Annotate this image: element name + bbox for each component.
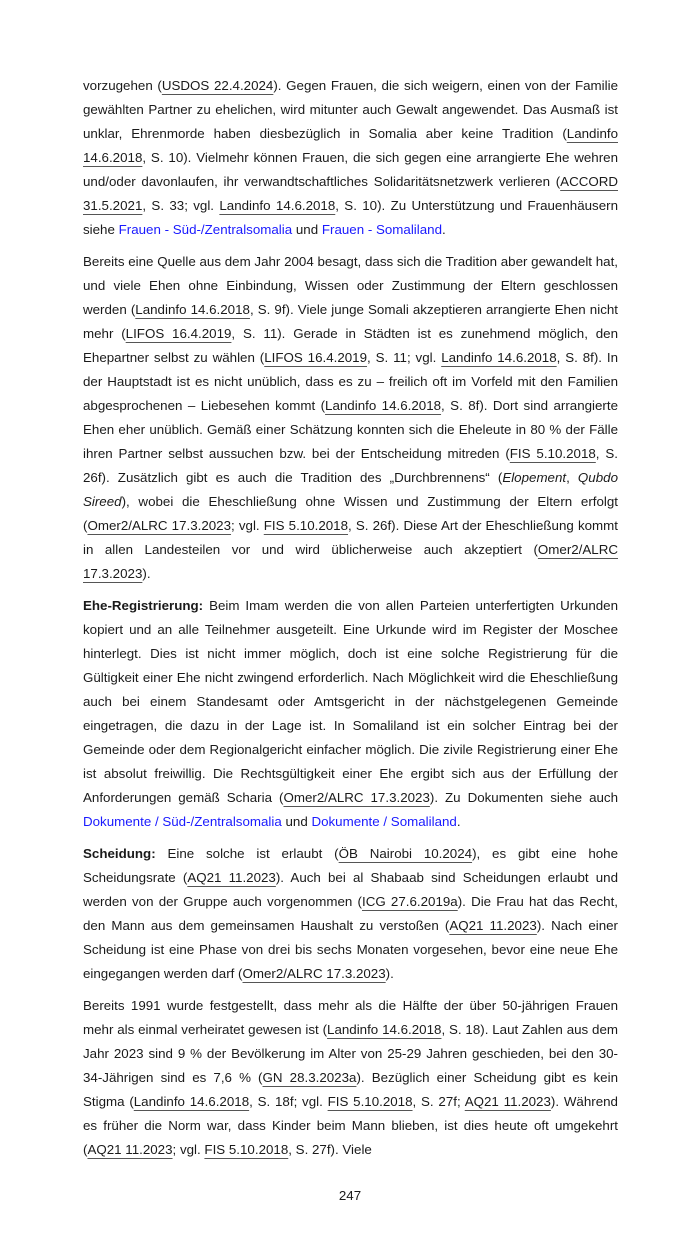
citation-link[interactable]: Landinfo 14.6.2018 (133, 1094, 250, 1109)
text-run: , S. 18f; vgl. (249, 1094, 328, 1109)
citation-link[interactable]: ICG 27.6.2019a (362, 894, 458, 909)
citation-link[interactable]: ACCORD 31.5.2021 (83, 174, 618, 213)
text-run: ). Während es früher die Norm war, dass Kinder beim Mann blieben, ist dies heute oft umgekehrt ( (83, 1094, 618, 1157)
text-run: , S. 18). Laut Zahlen aus dem Jahr 2023 sind 9 % der Bevölkerung im Alter von 25-29 Jahren geschieden, bei den 30-34-Jährigen sind es 7,6 % ( (83, 1022, 618, 1085)
citation-link[interactable]: USDOS 22.4.2024 (161, 78, 274, 93)
text-run: , S. 11; vgl. (367, 350, 442, 365)
italic-term: Qubdo Sireed (83, 470, 618, 509)
citation-link[interactable]: FIS 5.10.2018 (263, 518, 349, 533)
text-run: , S. 26f). Diese Art der Eheschließung kommt in allen Landesteilen vor und wird üblicherweise auch akzeptiert ( (83, 518, 618, 557)
citation-link[interactable]: AQ21 11.2023 (87, 1142, 173, 1157)
text-run: Beim Imam werden die von allen Parteien unterfertigten Urkunden kopiert und an alle Teilnehmer ausgeteilt. Eine Urkunde wird im Register der Moschee hinterlegt. Dies ist nicht immer möglich, doch ist eine solche Registrierung für die Gültigkeit einer Ehe nicht zwingend erforderlich. Nach Möglichkeit wird die Eheschließung auch bei einem Standesamt oder Amtsgericht in der nächstgelegenen Gemeinde eingetragen, die dazu in der Lage ist. In Somaliland ist ein solcher Eintrag bei der Gemeinde oder dem Regionalgericht einfacher möglich. Die zivile Registrierung einer Ehe ist absolut freiwillig. Die Rechtsgültigkeit einer Ehe ergibt sich aus der Erfüllung der Anforderungen gemäß Scharia ( (83, 598, 618, 805)
text-run: , S. 8f). Dort sind arrangierte Ehen eher unüblich. Gemäß einer Schätzung konnten sich die Eheleute in 80 % der Fälle ihren Partner selbst aussuchen bzw. bei der Entscheidung mitreden ( (83, 398, 618, 461)
text-run: ), es gibt eine hohe Scheidungsrate ( (83, 846, 619, 885)
text-run: , S. 10). Vielmehr können Frauen, die sich gegen eine arrangierte Ehe wehren und/oder davonlaufen, ihr verwandtschaftliches Solidaritätsnetzwerk verlieren ( (83, 150, 618, 189)
citation-link[interactable]: Landinfo 14.6.2018 (219, 198, 336, 213)
citation-link[interactable]: FIS 5.10.2018 (327, 1094, 413, 1109)
citation-link[interactable]: LIFOS 16.4.2019 (125, 326, 232, 341)
text-run: ), wobei die Eheschließung ohne Wissen und Zustimmung der Eltern erfolgt ( (83, 494, 618, 533)
citation-link[interactable]: AQ21 11.2023 (187, 870, 276, 885)
citation-link[interactable]: LIFOS 16.4.2019 (264, 350, 368, 365)
citation-link[interactable]: FIS 5.10.2018 (509, 446, 596, 461)
citation-link[interactable]: Omer2/ALRC 17.3.2023 (283, 790, 430, 805)
cross-reference-link[interactable]: Frauen - Süd-/Zentralsomalia (118, 222, 293, 237)
citation-link[interactable]: Landinfo 14.6.2018 (135, 302, 250, 317)
italic-term: Elopement (502, 470, 567, 485)
text-run: Bereits 1991 wurde festgestellt, dass mehr als die Hälfte der über 50-jährigen Frauen mehr als einmal verheiratet gewesen ist ( (83, 998, 618, 1037)
citation-link[interactable]: Landinfo 14.6.2018 (441, 350, 557, 365)
text-run: ). Die Frau hat das Recht, den Mann aus dem gemeinsamen Haushalt zu verstoßen ( (83, 894, 618, 933)
citation-link[interactable]: Omer2/ALRC 17.3.2023 (83, 542, 618, 581)
paragraph (83, 842, 618, 986)
text-run: , S. 27f; (412, 1094, 465, 1109)
cross-reference-link[interactable]: Frauen - Somaliland (321, 222, 442, 237)
document-body (83, 74, 618, 1162)
cross-reference-link[interactable]: Dokumente / Süd-/Zentralsomalia (83, 814, 282, 829)
section-label: Scheidung: (83, 846, 156, 861)
citation-link[interactable]: Landinfo 14.6.2018 (327, 1022, 442, 1037)
text-run: ). Nach einer Scheidung ist eine Phase von drei bis sechs Monaten vorgesehen, bevor eine neue Ehe eingegangen werden darf ( (83, 918, 619, 981)
text-run: Eine solche ist erlaubt ( (155, 846, 339, 861)
citation-link[interactable]: Landinfo 14.6.2018 (325, 398, 442, 413)
text-run: und (292, 222, 322, 237)
text-run: Bereits eine Quelle aus dem Jahr 2004 besagt, dass sich die Tradition aber gewandelt hat, und viele Ehen ohne Einbindung, Wissen oder Zustimmung der Eltern geschlossen werden ( (83, 254, 618, 317)
text-run: ). Zu Dokumenten siehe auch (429, 790, 619, 805)
paragraph (83, 74, 618, 242)
citation-link[interactable]: ÖB Nairobi 10.2024 (338, 846, 473, 861)
page-number: 247 (338, 1188, 362, 1203)
text-run: ). (385, 966, 394, 981)
citation-link[interactable]: Omer2/ALRC 17.3.2023 (242, 966, 386, 981)
citation-link[interactable]: Landinfo 14.6.2018 (83, 126, 618, 165)
text-run: ). Bezüglich einer Scheidung gibt es kein Stigma ( (83, 1070, 618, 1109)
paragraph (83, 250, 618, 586)
text-run: vorzugehen ( (83, 78, 162, 93)
paragraph (83, 594, 618, 834)
text-run: . (456, 814, 461, 829)
text-run: , S. 11). Gerade in Städten ist es zunehmend möglich, den Ehepartner selbst zu wählen ( (83, 326, 618, 365)
text-run: , S. 10). Zu Unterstützung und Frauenhäusern siehe (83, 198, 618, 237)
text-run: , S. 26f). Zusätzlich gibt es auch die Tradition des „Durchbrennens“ ( (83, 446, 618, 485)
text-run: ). (142, 566, 151, 581)
text-run: , S. 8f). In der Hauptstadt ist es nicht unüblich, dass es zu – freilich oft im Vorfeld mit den Familien abgesprochenen – Liebesehen kommt ( (83, 350, 618, 413)
text-run: ; vgl. (231, 518, 264, 533)
text-run: ). Gegen Frauen, die sich weigern, einen von der Familie gewählten Partner zu ehelichen, wird mitunter auch Gewalt angewendet. Das Ausmaß ist unklar, Ehrenmorde haben diesbezüglich in Somalia aber keine Tradition ( (83, 78, 618, 141)
paragraph (83, 994, 618, 1162)
text-run: , S. 9f). Viele junge Somali akzeptieren arrangierte Ehen nicht mehr ( (83, 302, 618, 341)
cross-reference-link[interactable]: Dokumente / Somaliland (311, 814, 457, 829)
citation-link[interactable]: AQ21 11.2023 (464, 1094, 551, 1109)
section-label: Ehe-Registrierung: (83, 598, 204, 613)
citation-link[interactable]: AQ21 11.2023 (449, 918, 537, 933)
text-run: , S. 33; vgl. (142, 198, 220, 213)
text-run: und (281, 814, 312, 829)
text-run: , (566, 470, 578, 485)
citation-link[interactable]: Omer2/ALRC 17.3.2023 (87, 518, 232, 533)
text-run: ). Auch bei al Shabaab sind Scheidungen erlaubt und werden von der Gruppe auch vorgenommen ( (83, 870, 618, 909)
citation-link[interactable]: FIS 5.10.2018 (204, 1142, 289, 1157)
citation-link[interactable]: GN 28.3.2023a (262, 1070, 357, 1085)
text-run: , S. 27f). Viele (288, 1142, 372, 1157)
text-run: ; vgl. (172, 1142, 205, 1157)
text-run: . (442, 222, 446, 237)
